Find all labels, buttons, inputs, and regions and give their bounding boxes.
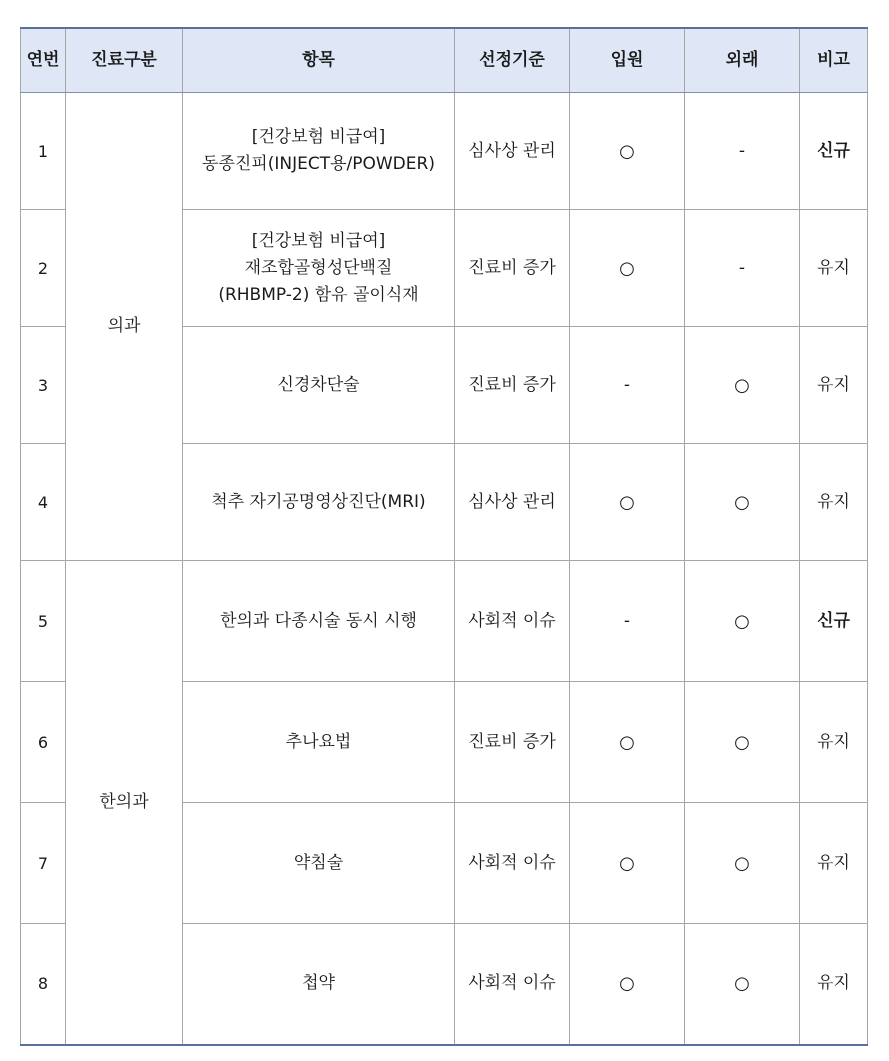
table-row: [21, 561, 868, 682]
row-number: 8: [21, 924, 66, 1045]
inpatient-mark: ○: [570, 93, 685, 210]
outpatient-mark: ○: [685, 444, 800, 561]
header-dept: 진료구분: [66, 28, 183, 93]
criteria-cell: 사회적 이슈: [455, 561, 570, 682]
note-cell: 유지: [800, 327, 868, 444]
criteria-cell: 진료비 증가: [455, 682, 570, 803]
criteria-cell: 심사상 관리: [455, 444, 570, 561]
item-line: 재조합골형성단백질: [244, 257, 393, 278]
outpatient-mark: -: [685, 210, 800, 327]
item-line: 추나요법: [285, 731, 352, 752]
item-cell: [183, 561, 455, 682]
criteria-cell: 사회적 이슈: [455, 803, 570, 924]
outpatient-mark: ○: [685, 327, 800, 444]
inpatient-mark: ○: [570, 803, 685, 924]
item-line: 첩약: [302, 973, 335, 994]
inpatient-mark: ○: [570, 682, 685, 803]
header-row: [21, 28, 868, 93]
table-container: [20, 27, 868, 1046]
header-no: 연번: [21, 28, 66, 93]
inpatient-mark: ○: [570, 444, 685, 561]
header-criteria: 선정기준: [455, 28, 570, 93]
row-number: 2: [21, 210, 66, 327]
outpatient-mark: -: [685, 93, 800, 210]
item-cell: [183, 327, 455, 444]
header-note: 비고: [800, 28, 868, 93]
header-outpatient: 외래: [685, 28, 800, 93]
item-cell: [183, 444, 455, 561]
row-number: 6: [21, 682, 66, 803]
table-row: [21, 93, 868, 210]
note-cell: 신규: [800, 93, 868, 210]
item-line: 한의과 다종시술 동시 시행: [220, 610, 417, 631]
item-cell: [183, 93, 455, 210]
row-number: 3: [21, 327, 66, 444]
criteria-cell: 진료비 증가: [455, 327, 570, 444]
note-cell: 신규: [800, 561, 868, 682]
item-line: 척추 자기공명영상진단(MRI): [211, 491, 426, 512]
item-line: (RHBMP-2) 함유 골이식재: [218, 284, 419, 305]
note-cell: 유지: [800, 682, 868, 803]
row-number: 5: [21, 561, 66, 682]
item-cell: [183, 682, 455, 803]
criteria-cell: 사회적 이슈: [455, 924, 570, 1045]
outpatient-mark: ○: [685, 682, 800, 803]
selection-table: [20, 27, 868, 1046]
dept-cell: 의과: [66, 93, 183, 561]
note-cell: 유지: [800, 444, 868, 561]
row-number: 1: [21, 93, 66, 210]
criteria-cell: 진료비 증가: [455, 210, 570, 327]
row-number: 7: [21, 803, 66, 924]
criteria-cell: 심사상 관리: [455, 93, 570, 210]
header-inpatient: 입원: [570, 28, 685, 93]
header-item: 항목: [183, 28, 455, 93]
item-line: 동종진피(INJECT용/POWDER): [202, 154, 435, 174]
note-cell: 유지: [800, 803, 868, 924]
item-cell: [183, 924, 455, 1045]
note-cell: 유지: [800, 924, 868, 1045]
outpatient-mark: ○: [685, 803, 800, 924]
item-line: 신경차단술: [277, 374, 360, 395]
inpatient-mark: ○: [570, 924, 685, 1045]
item-cell: [183, 803, 455, 924]
inpatient-mark: -: [570, 561, 685, 682]
item-line: [건강보험 비급여]: [251, 230, 386, 251]
inpatient-mark: ○: [570, 210, 685, 327]
inpatient-mark: -: [570, 327, 685, 444]
dept-cell: 한의과: [66, 561, 183, 1045]
row-number: 4: [21, 444, 66, 561]
item-cell: [183, 210, 455, 327]
item-line: [건강보험 비급여]: [251, 127, 386, 147]
outpatient-mark: ○: [685, 561, 800, 682]
item-line: 약침술: [293, 852, 344, 873]
note-cell: 유지: [800, 210, 868, 327]
outpatient-mark: ○: [685, 924, 800, 1045]
